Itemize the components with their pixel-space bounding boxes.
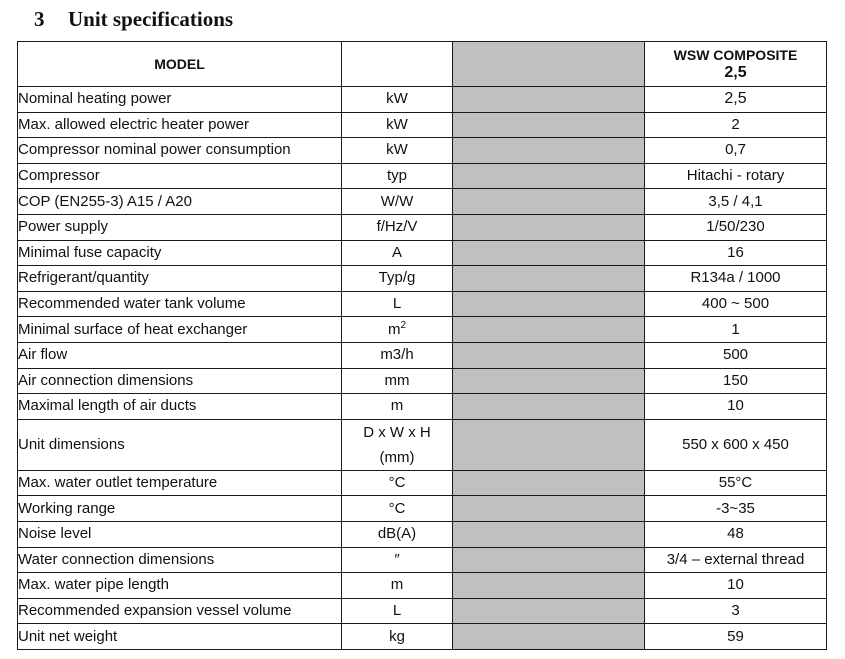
redacted-cell xyxy=(453,419,645,470)
table-row xyxy=(18,163,827,189)
parameter-name: Recommended water tank volume xyxy=(18,291,342,317)
parameter-name: Minimal fuse capacity xyxy=(18,240,342,266)
parameter-value: -3~35 xyxy=(645,496,827,522)
table-row xyxy=(18,189,827,215)
parameter-value: 16 xyxy=(645,240,827,266)
parameter-name: Unit dimensions xyxy=(18,419,342,470)
parameter-unit: typ xyxy=(342,163,453,189)
parameter-value: 3,5 / 4,1 xyxy=(645,189,827,215)
parameter-unit: L xyxy=(342,598,453,624)
unit-line: D x W x H xyxy=(363,423,431,441)
table-row xyxy=(18,470,827,496)
parameter-unit: f/Hz/V xyxy=(342,214,453,240)
table-row xyxy=(18,419,827,470)
parameter-name: Power supply xyxy=(18,214,342,240)
parameter-unit: kW xyxy=(342,112,453,138)
redacted-cell xyxy=(453,573,645,599)
parameter-name: Minimal surface of heat exchanger xyxy=(18,317,342,343)
redacted-cell xyxy=(453,163,645,189)
parameter-unit: kg xyxy=(342,624,453,650)
parameter-name: Refrigerant/quantity xyxy=(18,266,342,292)
parameter-unit xyxy=(342,419,453,470)
unit-column-header xyxy=(342,42,453,87)
unit-base: m xyxy=(387,320,401,338)
parameter-unit: W/W xyxy=(342,189,453,215)
redacted-cell xyxy=(453,496,645,522)
parameter-unit: dB(A) xyxy=(342,521,453,547)
table-row xyxy=(18,496,827,522)
parameter-name: Noise level xyxy=(18,521,342,547)
table-row xyxy=(18,291,827,317)
table-row xyxy=(18,87,827,113)
parameter-name: Unit net weight xyxy=(18,624,342,650)
table-row xyxy=(18,342,827,368)
parameter-unit: m xyxy=(342,573,453,599)
section-title: Unit specifications xyxy=(68,7,234,31)
parameter-unit: ″ xyxy=(342,547,453,573)
redacted-cell xyxy=(453,138,645,164)
section-heading xyxy=(34,4,233,34)
parameter-value: 10 xyxy=(645,394,827,420)
parameter-value: 1/50/230 xyxy=(645,214,827,240)
redacted-cell xyxy=(453,394,645,420)
parameter-value: 48 xyxy=(645,521,827,547)
table-row xyxy=(18,112,827,138)
parameter-name: Compressor nominal power consumption xyxy=(18,138,342,164)
redacted-cell xyxy=(453,266,645,292)
redacted-cell xyxy=(453,598,645,624)
parameter-name: Max. water pipe length xyxy=(18,573,342,599)
parameter-name: Air connection dimensions xyxy=(18,368,342,394)
parameter-value: 2,5 xyxy=(645,87,827,113)
parameter-name: Air flow xyxy=(18,342,342,368)
parameter-name: Maximal length of air ducts xyxy=(18,394,342,420)
table-row xyxy=(18,547,827,573)
parameter-unit xyxy=(342,317,453,343)
model-size: 2,5 xyxy=(724,64,747,81)
table-row xyxy=(18,368,827,394)
table-header-row xyxy=(18,42,827,87)
redacted-cell xyxy=(453,470,645,496)
parameter-unit: mm xyxy=(342,368,453,394)
parameter-unit: m3/h xyxy=(342,342,453,368)
redacted-column xyxy=(453,42,645,87)
unit-exponent: 2 xyxy=(400,319,407,331)
parameter-value: 400 ~ 500 xyxy=(645,291,827,317)
table-row xyxy=(18,138,827,164)
parameter-unit: kW xyxy=(342,138,453,164)
redacted-cell xyxy=(453,291,645,317)
parameter-value: 55°C xyxy=(645,470,827,496)
parameter-unit: °C xyxy=(342,496,453,522)
redacted-cell xyxy=(453,112,645,138)
table-row xyxy=(18,266,827,292)
unit-line: (mm) xyxy=(379,448,415,466)
redacted-cell xyxy=(453,624,645,650)
parameter-name: Max. allowed electric heater power xyxy=(18,112,342,138)
model-name-header xyxy=(645,42,827,87)
table-row xyxy=(18,521,827,547)
parameter-value: 3 xyxy=(645,598,827,624)
parameter-name: Recommended expansion vessel volume xyxy=(18,598,342,624)
specifications-table xyxy=(17,41,827,650)
redacted-cell xyxy=(453,240,645,266)
redacted-cell xyxy=(453,521,645,547)
parameter-value: 500 xyxy=(645,342,827,368)
redacted-cell xyxy=(453,547,645,573)
parameter-value: 1 xyxy=(645,317,827,343)
parameter-value: Hitachi - rotary xyxy=(645,163,827,189)
parameter-name: Nominal heating power xyxy=(18,87,342,113)
parameter-unit: Typ/g xyxy=(342,266,453,292)
redacted-cell xyxy=(453,368,645,394)
table-row xyxy=(18,598,827,624)
parameter-unit: kW xyxy=(342,87,453,113)
model-name: WSW COMPOSITE xyxy=(673,47,798,63)
redacted-cell xyxy=(453,87,645,113)
table-row xyxy=(18,240,827,266)
table-row xyxy=(18,214,827,240)
redacted-cell xyxy=(453,317,645,343)
section-number: 3 xyxy=(34,7,45,31)
table-row xyxy=(18,624,827,650)
parameter-value: 3/4 – external thread xyxy=(645,547,827,573)
parameter-name: Water connection dimensions xyxy=(18,547,342,573)
parameter-value: 10 xyxy=(645,573,827,599)
parameter-value: 59 xyxy=(645,624,827,650)
parameter-unit: °C xyxy=(342,470,453,496)
parameter-unit: m xyxy=(342,394,453,420)
parameter-unit: A xyxy=(342,240,453,266)
redacted-cell xyxy=(453,214,645,240)
parameter-value: 2 xyxy=(645,112,827,138)
parameter-value: R134a / 1000 xyxy=(645,266,827,292)
parameter-value: 150 xyxy=(645,368,827,394)
model-column-header: MODEL xyxy=(18,42,342,87)
parameter-value: 0,7 xyxy=(645,138,827,164)
parameter-name: Working range xyxy=(18,496,342,522)
parameter-name: Compressor xyxy=(18,163,342,189)
parameter-value: 550 x 600 x 450 xyxy=(645,419,827,470)
table-row xyxy=(18,317,827,343)
table-row xyxy=(18,394,827,420)
table-row xyxy=(18,573,827,599)
parameter-name: Max. water outlet temperature xyxy=(18,470,342,496)
parameter-unit: L xyxy=(342,291,453,317)
redacted-cell xyxy=(453,189,645,215)
redacted-cell xyxy=(453,342,645,368)
parameter-name: COP (EN255-3) A15 / A20 xyxy=(18,189,342,215)
